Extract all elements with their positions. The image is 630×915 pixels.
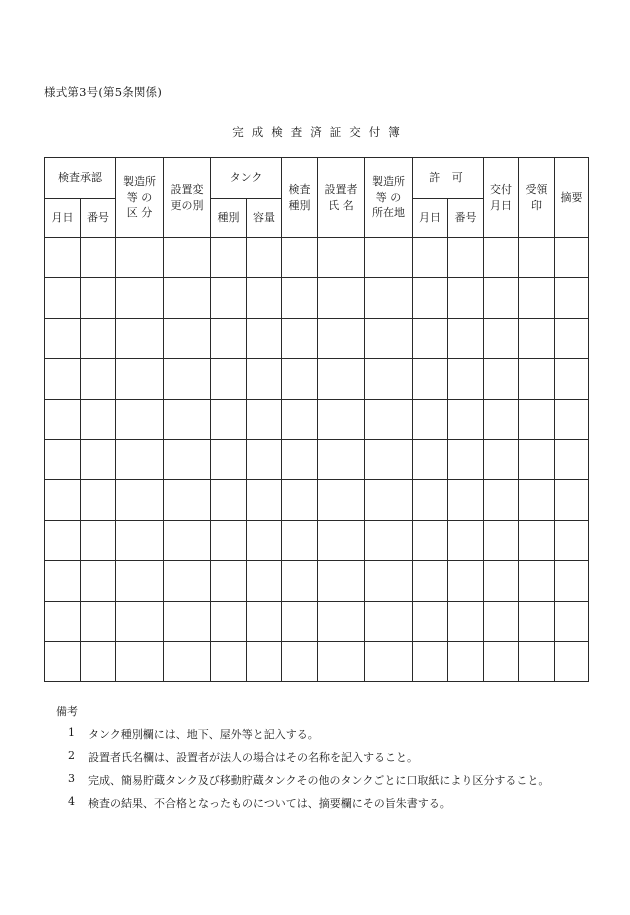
ledger-table: [44, 157, 589, 682]
note-number: 1: [68, 726, 75, 739]
table-cell[interactable]: [45, 439, 81, 479]
table-cell[interactable]: [448, 641, 484, 681]
note-item: [68, 772, 549, 788]
table-cell[interactable]: [247, 520, 282, 560]
table-cell[interactable]: [318, 601, 365, 641]
table-cell[interactable]: [211, 318, 247, 358]
table-cell[interactable]: [318, 399, 365, 439]
table-cell[interactable]: [448, 520, 484, 560]
table-row: [45, 480, 589, 520]
table-cell[interactable]: [484, 318, 519, 358]
table-cell[interactable]: [247, 318, 282, 358]
table-cell[interactable]: [211, 399, 247, 439]
table-cell[interactable]: [81, 641, 116, 681]
table-cell[interactable]: [318, 480, 365, 520]
table-cell[interactable]: [247, 359, 282, 399]
table-cell[interactable]: [282, 480, 318, 520]
table-cell[interactable]: [45, 601, 81, 641]
table-cell[interactable]: [365, 480, 413, 520]
table-cell[interactable]: [164, 439, 211, 479]
header-tank-type: 種別: [211, 199, 247, 238]
table-cell[interactable]: [247, 480, 282, 520]
table-cell[interactable]: [282, 641, 318, 681]
table-cell[interactable]: [164, 399, 211, 439]
table-cell[interactable]: [116, 238, 164, 278]
table-row: [45, 399, 589, 439]
header-tank: タンク: [211, 158, 282, 199]
note-text: 検査の結果、不合格となったものについては、摘要欄にその旨朱書する。: [88, 797, 451, 810]
table-cell[interactable]: [413, 399, 448, 439]
table-cell[interactable]: [519, 601, 555, 641]
table-cell[interactable]: [365, 238, 413, 278]
table-cell[interactable]: [318, 439, 365, 479]
note-text: タンク種別欄には、地下、屋外等と記入する。: [88, 728, 319, 741]
table-cell[interactable]: [318, 520, 365, 560]
header-approval-date: 月日: [45, 199, 81, 238]
table-cell[interactable]: [484, 359, 519, 399]
table-cell[interactable]: [519, 318, 555, 358]
table-cell[interactable]: [519, 278, 555, 318]
table-cell[interactable]: [318, 561, 365, 601]
table-cell[interactable]: [45, 561, 81, 601]
table-cell[interactable]: [81, 561, 116, 601]
header-receipt-seal: 受領 印: [519, 158, 555, 238]
table-cell[interactable]: [282, 399, 318, 439]
table-cell[interactable]: [81, 238, 116, 278]
table-cell[interactable]: [45, 318, 81, 358]
table-cell[interactable]: [282, 278, 318, 318]
table-cell[interactable]: [116, 439, 164, 479]
header-remarks: 摘要: [555, 158, 589, 238]
table-cell[interactable]: [448, 561, 484, 601]
table-cell[interactable]: [282, 238, 318, 278]
table-cell[interactable]: [519, 520, 555, 560]
table-cell[interactable]: [81, 359, 116, 399]
table-cell[interactable]: [282, 318, 318, 358]
table-cell[interactable]: [211, 439, 247, 479]
note-text: 完成、簡易貯蔵タンク及び移動貯蔵タンクその他のタンクごとに口取紙により区分すること。: [88, 774, 550, 787]
table-cell[interactable]: [247, 439, 282, 479]
table-cell[interactable]: [555, 520, 589, 560]
table-cell[interactable]: [519, 561, 555, 601]
table-cell[interactable]: [365, 318, 413, 358]
table-cell[interactable]: [365, 278, 413, 318]
table-cell[interactable]: [413, 318, 448, 358]
header-facility-category: 製造所 等 の 区 分: [116, 158, 164, 238]
table-cell[interactable]: [164, 480, 211, 520]
table-cell[interactable]: [45, 520, 81, 560]
table-cell[interactable]: [519, 480, 555, 520]
table-cell[interactable]: [81, 601, 116, 641]
table-cell[interactable]: [448, 439, 484, 479]
table-cell[interactable]: [555, 278, 589, 318]
table-cell[interactable]: [484, 601, 519, 641]
table-cell[interactable]: [555, 561, 589, 601]
table-cell[interactable]: [555, 601, 589, 641]
table-cell[interactable]: [45, 278, 81, 318]
header-permit-date: 月日: [413, 199, 448, 238]
table-cell[interactable]: [211, 278, 247, 318]
header-installer-name: 設置者 氏 名: [318, 158, 365, 238]
table-cell[interactable]: [282, 601, 318, 641]
table-cell[interactable]: [413, 480, 448, 520]
table-cell[interactable]: [282, 520, 318, 560]
table-cell[interactable]: [211, 480, 247, 520]
table-cell[interactable]: [247, 601, 282, 641]
header-issue-date: 交付 月日: [484, 158, 519, 238]
table-cell[interactable]: [318, 359, 365, 399]
header-tank-capacity: 容量: [247, 199, 282, 238]
table-cell[interactable]: [164, 238, 211, 278]
table-cell[interactable]: [413, 278, 448, 318]
table-cell[interactable]: [555, 480, 589, 520]
table-cell[interactable]: [81, 480, 116, 520]
table-cell[interactable]: [164, 641, 211, 681]
header-permit-number: 番号: [448, 199, 484, 238]
table-cell[interactable]: [365, 520, 413, 560]
table-cell[interactable]: [116, 359, 164, 399]
table-cell[interactable]: [116, 318, 164, 358]
table-cell[interactable]: [247, 561, 282, 601]
note-number: 3: [68, 772, 75, 785]
table-cell[interactable]: [448, 238, 484, 278]
table-cell[interactable]: [555, 641, 589, 681]
table-cell[interactable]: [555, 359, 589, 399]
table-cell[interactable]: [81, 278, 116, 318]
table-cell[interactable]: [519, 238, 555, 278]
table-cell[interactable]: [282, 359, 318, 399]
table-cell[interactable]: [116, 641, 164, 681]
table-cell[interactable]: [164, 278, 211, 318]
table-cell[interactable]: [81, 399, 116, 439]
table-cell[interactable]: [318, 238, 365, 278]
table-cell[interactable]: [318, 278, 365, 318]
table-cell[interactable]: [365, 399, 413, 439]
ledger-body: [45, 238, 589, 682]
table-cell[interactable]: [247, 278, 282, 318]
table-row: [45, 641, 589, 681]
header-inspection-approval: 検査承認: [45, 158, 116, 199]
table-cell[interactable]: [413, 238, 448, 278]
table-cell[interactable]: [164, 561, 211, 601]
note-item: [68, 726, 549, 742]
table-cell[interactable]: [282, 561, 318, 601]
table-cell[interactable]: [448, 399, 484, 439]
note-text: 設置者氏名欄は、設置者が法人の場合はその名称を記入すること。: [88, 751, 418, 764]
table-cell[interactable]: [211, 641, 247, 681]
table-cell[interactable]: [365, 359, 413, 399]
table-cell[interactable]: [365, 641, 413, 681]
table-cell[interactable]: [247, 641, 282, 681]
table-cell[interactable]: [484, 439, 519, 479]
table-cell[interactable]: [448, 601, 484, 641]
table-cell[interactable]: [45, 641, 81, 681]
table-cell[interactable]: [519, 359, 555, 399]
note-number: 2: [68, 749, 75, 762]
table-cell[interactable]: [519, 641, 555, 681]
table-cell[interactable]: [45, 359, 81, 399]
table-cell[interactable]: [164, 359, 211, 399]
table-cell[interactable]: [413, 601, 448, 641]
table-cell[interactable]: [413, 439, 448, 479]
table-cell[interactable]: [413, 641, 448, 681]
table-cell[interactable]: [365, 561, 413, 601]
table-cell[interactable]: [116, 278, 164, 318]
document-title: 完成検査済証交付簿: [232, 125, 408, 139]
table-cell[interactable]: [519, 439, 555, 479]
table-row: [45, 561, 589, 601]
table-cell[interactable]: [81, 318, 116, 358]
table-cell[interactable]: [211, 359, 247, 399]
table-cell[interactable]: [448, 480, 484, 520]
header-inspection-type: 検査 種別: [282, 158, 318, 238]
table-cell[interactable]: [164, 520, 211, 560]
table-cell[interactable]: [164, 318, 211, 358]
table-cell[interactable]: [484, 399, 519, 439]
form-number: 様式第3号(第5条関係): [44, 85, 163, 99]
table-cell[interactable]: [318, 641, 365, 681]
table-cell[interactable]: [211, 601, 247, 641]
table-cell[interactable]: [484, 561, 519, 601]
table-cell[interactable]: [282, 439, 318, 479]
table-cell[interactable]: [413, 359, 448, 399]
table-cell[interactable]: [413, 561, 448, 601]
table-row: [45, 439, 589, 479]
table-cell[interactable]: [484, 520, 519, 560]
note-number: 4: [68, 795, 75, 808]
table-cell[interactable]: [116, 520, 164, 560]
table-cell[interactable]: [555, 399, 589, 439]
table-row: [45, 601, 589, 641]
table-cell[interactable]: [555, 238, 589, 278]
notes-heading: 備考: [56, 705, 78, 718]
table-cell[interactable]: [116, 561, 164, 601]
table-cell[interactable]: [211, 561, 247, 601]
notes-section: [56, 703, 549, 818]
table-cell[interactable]: [164, 601, 211, 641]
table-cell[interactable]: [555, 318, 589, 358]
table-cell[interactable]: [484, 641, 519, 681]
table-cell[interactable]: [555, 439, 589, 479]
header-approval-number: 番号: [81, 199, 116, 238]
table-cell[interactable]: [413, 520, 448, 560]
table-cell[interactable]: [484, 278, 519, 318]
table-row: [45, 359, 589, 399]
note-item: [68, 795, 549, 811]
table-cell[interactable]: [45, 238, 81, 278]
table-cell[interactable]: [81, 520, 116, 560]
table-cell[interactable]: [519, 399, 555, 439]
notes-list: [56, 726, 549, 811]
table-cell[interactable]: [448, 359, 484, 399]
header-installation-change: 設置変 更の別: [164, 158, 211, 238]
table-cell[interactable]: [448, 278, 484, 318]
table-cell[interactable]: [448, 318, 484, 358]
note-item: [68, 749, 549, 765]
table-cell[interactable]: [365, 439, 413, 479]
table-cell[interactable]: [365, 601, 413, 641]
table-cell[interactable]: [484, 238, 519, 278]
table-cell[interactable]: [318, 318, 365, 358]
table-cell[interactable]: [211, 520, 247, 560]
table-cell[interactable]: [116, 480, 164, 520]
table-row: [45, 318, 589, 358]
table-cell[interactable]: [116, 601, 164, 641]
table-cell[interactable]: [45, 399, 81, 439]
table-cell[interactable]: [45, 480, 81, 520]
table-cell[interactable]: [81, 439, 116, 479]
header-facility-location: 製造所 等 の 所在地: [365, 158, 413, 238]
table-cell[interactable]: [247, 399, 282, 439]
table-row: [45, 238, 589, 278]
table-cell[interactable]: [116, 399, 164, 439]
table-cell[interactable]: [484, 480, 519, 520]
table-row: [45, 520, 589, 560]
header-permit: 許 可: [413, 158, 484, 199]
table-cell[interactable]: [247, 238, 282, 278]
table-row: [45, 278, 589, 318]
table-cell[interactable]: [211, 238, 247, 278]
